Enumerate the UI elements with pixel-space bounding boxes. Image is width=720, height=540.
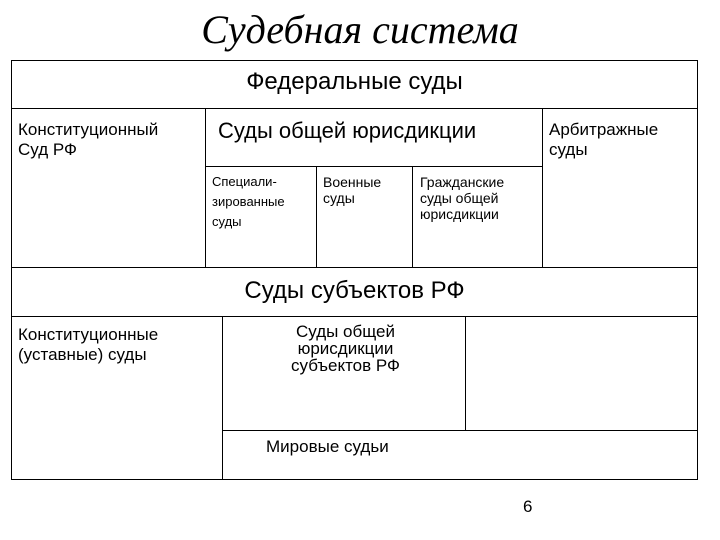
subjects-divider-top bbox=[11, 267, 698, 268]
military-courts: Военные суды bbox=[323, 174, 382, 207]
constitutional-court: Конституционный Суд РФ bbox=[18, 120, 159, 159]
specialized-courts: Специали- зированные суды bbox=[212, 174, 285, 230]
frame-right bbox=[697, 60, 698, 480]
federal-heading: Федеральные суды bbox=[246, 68, 463, 95]
general-jurisdiction-courts: Суды общей юрисдикции bbox=[218, 118, 477, 143]
vline-military-left bbox=[316, 166, 317, 267]
vline-subjects-right bbox=[465, 316, 466, 430]
magistrates-divider bbox=[222, 430, 698, 431]
vline-arbitration-left bbox=[542, 108, 543, 267]
constitutional-charter-courts: Конституционные (уставные) суды bbox=[18, 325, 159, 364]
vline-civil-left bbox=[412, 166, 413, 267]
frame-left bbox=[11, 60, 12, 480]
general-sub-divider bbox=[205, 166, 542, 167]
page-title: Судебная система bbox=[201, 7, 519, 52]
subjects-heading: Суды субъектов РФ bbox=[244, 277, 465, 304]
arbitration-courts: Арбитражные суды bbox=[549, 120, 659, 159]
subjects-divider bbox=[11, 316, 698, 317]
page-number: 6 bbox=[523, 497, 533, 516]
vline-general-left bbox=[205, 108, 206, 267]
frame-bottom bbox=[11, 479, 698, 480]
general-jurisdiction-subjects: Суды общей юрисдикции субъектов РФ bbox=[291, 322, 400, 375]
magistrates: Мировые судьи bbox=[266, 437, 389, 456]
vline-subjects-left bbox=[222, 316, 223, 480]
federal-divider bbox=[11, 108, 698, 109]
civil-general-courts: Гражданские суды общей юрисдикции bbox=[420, 174, 505, 223]
frame-top bbox=[11, 60, 698, 61]
